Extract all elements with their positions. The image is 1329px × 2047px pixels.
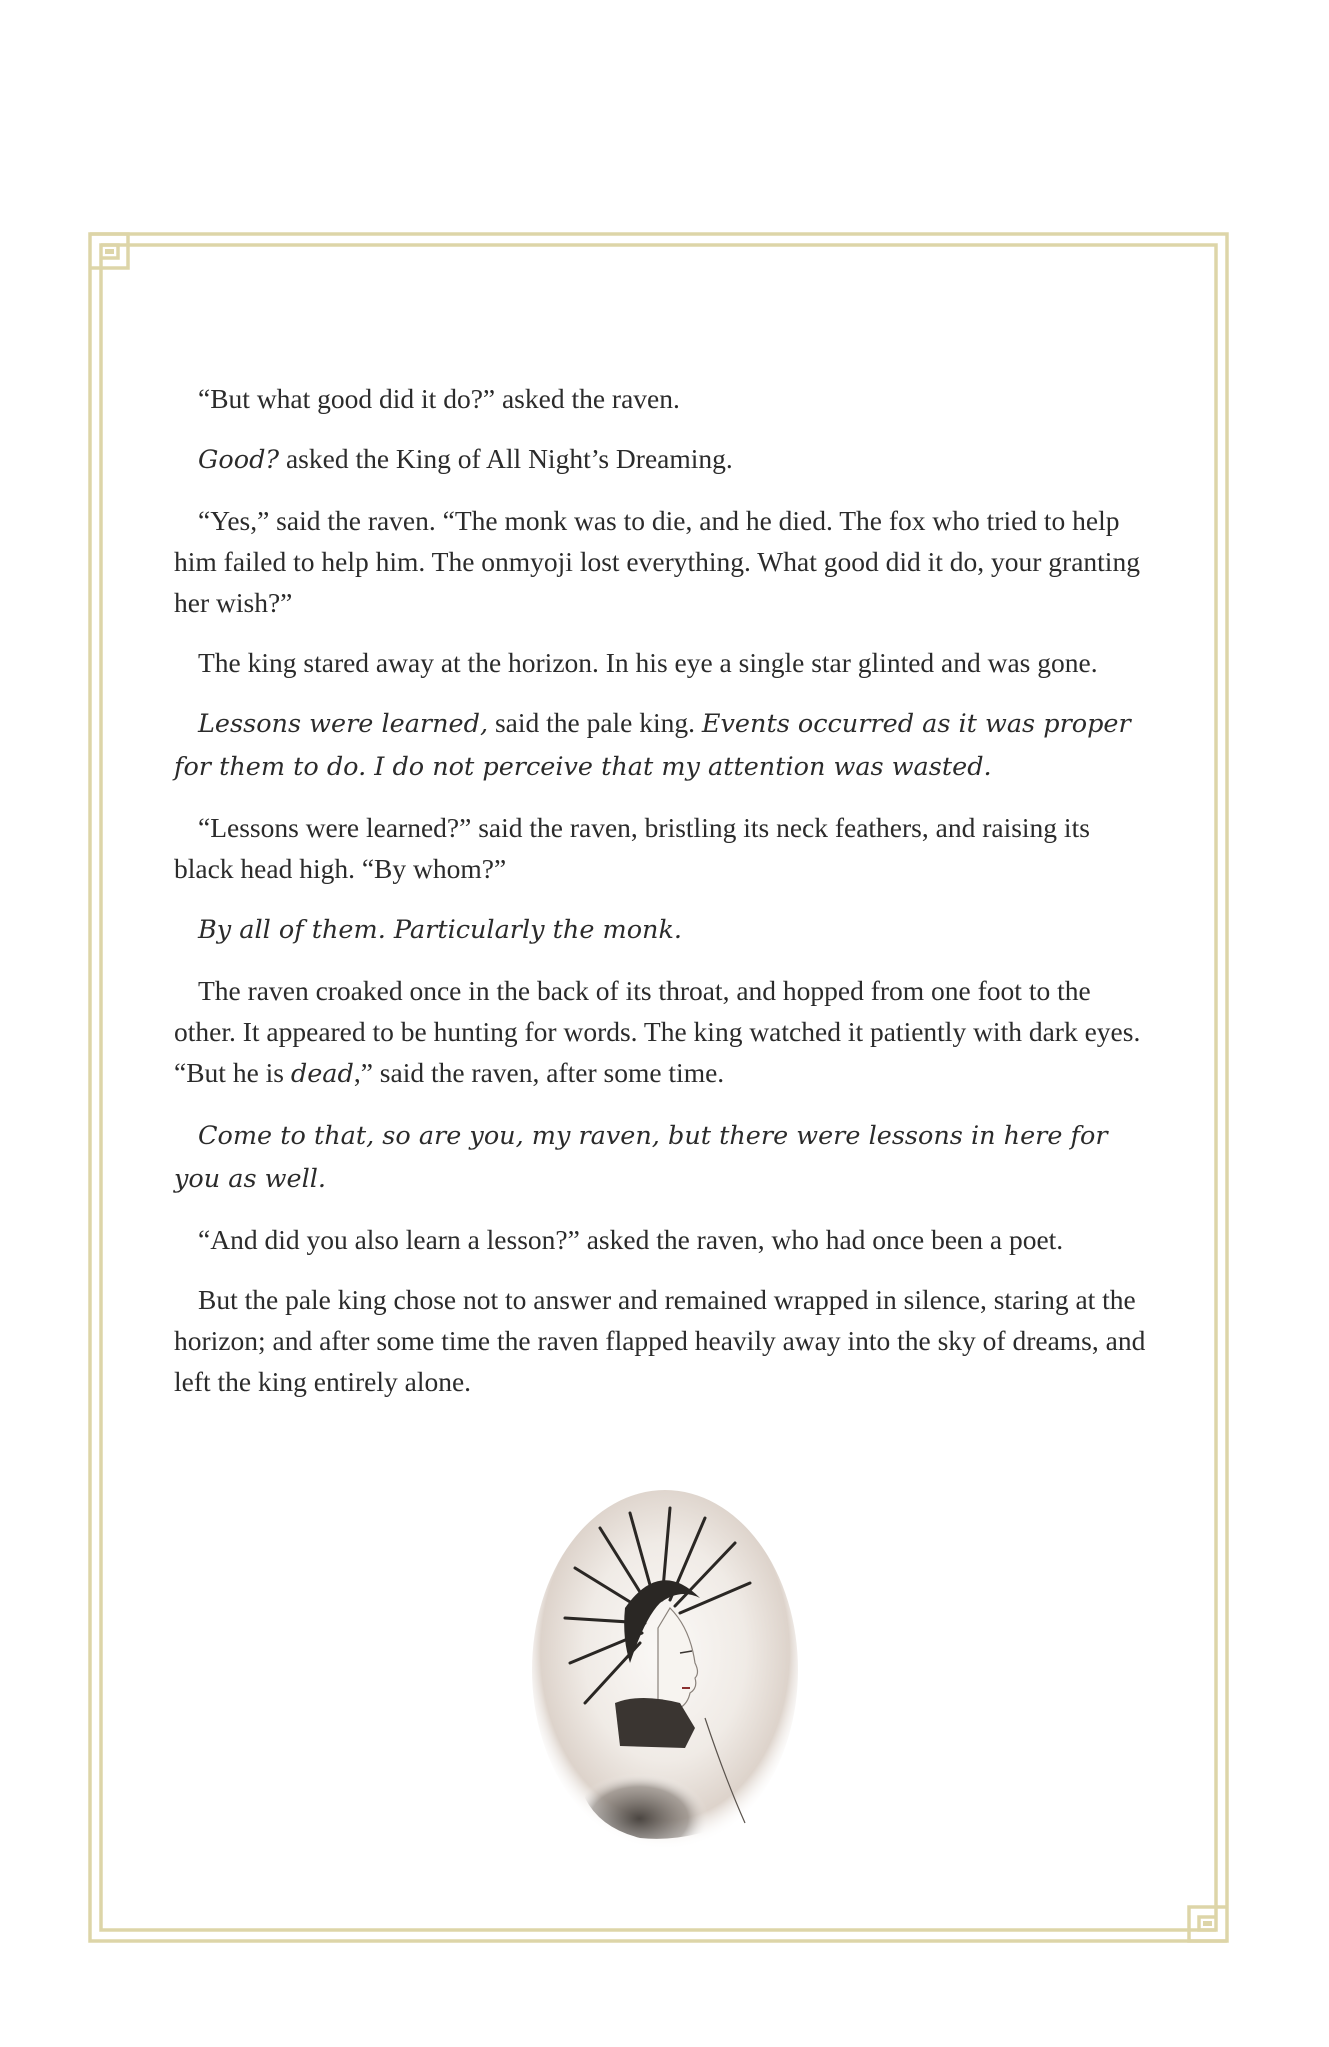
italic-text-run: Lessons were learned, [198,709,489,739]
text-run: ,” said the raven, after some time. [353,1057,725,1088]
paragraph [174,500,1154,623]
italic-text-run: Come to that, so are you, my raven, but there were lessons in here for you as well. [174,1121,1108,1194]
text-run: The raven croaked once in the back of its throat, and hopped from one foot to the other. It appeared to be hunting for words. The king watched it patiently with dark eyes. “But he is [174,975,1141,1088]
greek-key-corner-icon [90,234,128,268]
italic-text-run: dead [290,1059,354,1089]
text-run: asked the King of All Night’s Dreaming. [279,443,733,474]
paragraph [174,908,1154,951]
paragraph [174,807,1154,889]
text-run: But the pale king chose not to answer and remained wrapped in silence, staring at the horizon; and after some time the raven flapped heavily away into the sky of dreams, and left the king entirely alone. [174,1284,1146,1397]
text-run: The king stared away at the horizon. In his eye a single star glinted and was gone. [198,647,1098,678]
paragraph [174,1279,1154,1402]
text-run: “But what good did it do?” asked the raven. [198,383,680,414]
text-run: “Yes,” said the raven. “The monk was to die, and he died. The fox who tried to help him failed to help him. The onmyoji lost everything. What good did it do, your granting her wish?” [174,505,1140,618]
greek-key-corner-icon [1189,1907,1227,1941]
italic-text-run: By all of them. Particularly the monk. [198,915,683,945]
italic-text-run: Good? [198,445,280,475]
text-run: “And did you also learn a lesson?” asked the raven, who had once been a poet. [198,1224,1064,1255]
paragraph [174,378,1154,419]
text-run: said the pale king. [488,707,702,738]
italic-text-run: Events occurred as it was proper for them to do. I do not perceive that my attention was wasted. [174,709,1131,782]
text-run: “Lessons were learned?” said the raven, bristling its neck feathers, and raising its black head high. “By whom?” [174,812,1090,884]
paragraph [174,438,1154,481]
pale-king-portrait [530,1488,800,1852]
paragraph [174,642,1154,683]
paragraph [174,1114,1154,1200]
paragraph [174,702,1154,788]
paragraph [174,970,1154,1095]
story-text [174,378,1154,1421]
paragraph [174,1219,1154,1260]
